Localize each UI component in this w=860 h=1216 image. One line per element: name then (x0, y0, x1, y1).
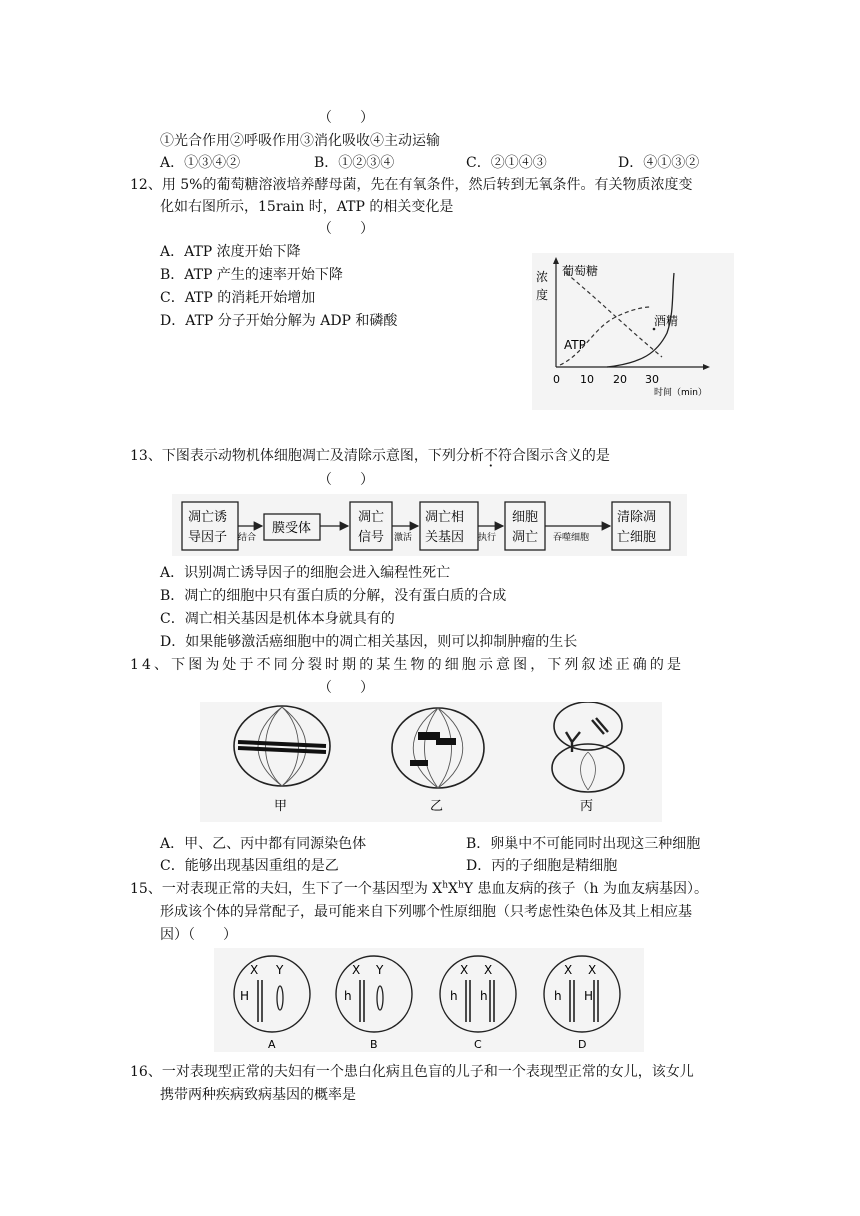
q16-stem-line1: 16、一对表现型正常的夫妇有一个患白化病且色盲的儿子和一个表现型正常的女儿，该女儿 (130, 1064, 694, 1080)
q13-option-a: A．识别凋亡诱导因子的细胞会进入编程性死亡 (160, 565, 451, 581)
q12-concentration-chart (532, 253, 734, 410)
tick-30: 30 (645, 373, 659, 386)
cell-yi (392, 708, 484, 814)
tick-0: 0 (553, 373, 560, 386)
svg-text:D: D (578, 1038, 587, 1051)
label-bing: 丙 (580, 799, 594, 814)
q14-answer-paren: （ ） (318, 680, 374, 696)
q11-answer-paren: （ ） (318, 110, 374, 126)
q15-sup1: h (442, 880, 449, 891)
atp-label: ATP (564, 338, 586, 352)
cell-b (336, 956, 412, 1051)
svg-text:h: h (480, 989, 488, 1003)
q13-stem-prefix: 13、下图表示动物机体细胞凋亡及清除示意图，下列分析 (130, 448, 484, 464)
q12-answer-paren: （ ） (318, 221, 374, 237)
svg-text:凋亡: 凋亡 (358, 510, 385, 525)
q15-stem-line1 (130, 879, 708, 899)
svg-text:A: A (268, 1038, 276, 1051)
q14-option-a: A．甲、乙、丙中都有同源染色体 (160, 836, 367, 852)
glucose-label: 葡萄糖 (562, 264, 599, 278)
q12-option-c: C．ATP 的消耗开始增加 (160, 290, 316, 306)
q13-flow-diagram (172, 494, 687, 556)
q15-germ-cell-diagram (214, 948, 644, 1052)
svg-text:信号: 信号 (358, 530, 385, 545)
q13-stem (130, 446, 610, 466)
q14-option-d: D．丙的子细胞是精细胞 (466, 858, 618, 874)
q13-stem-suffix: 符合图示含义的是 (497, 448, 610, 464)
q15-stem-line2: 形成该个体的异常配子，最可能来自下列哪个性原细胞（只考虑性染色体及其上相应基 (160, 904, 692, 920)
q13-option-c: C．凋亡相关基因是机体本身就具有的 (160, 611, 395, 627)
q12-stem-line2: 化如右图所示，15rain 时，ATP 的相关变化是 (160, 199, 454, 215)
alcohol-label: 酒精 (654, 314, 679, 328)
q14-option-b: B．卵巢中不可能同时出现这三种细胞 (466, 836, 701, 852)
q14-stem: 14、下图为处于不同分裂时期的某生物的细胞示意图，下列叙述正确的是 (130, 657, 685, 673)
q15-sup2: h (458, 880, 464, 891)
svg-text:凋亡相: 凋亡相 (425, 510, 465, 525)
q12-option-b: B．ATP 产生的速率开始下降 (160, 267, 343, 283)
svg-text:细胞: 细胞 (512, 510, 539, 525)
q15-line1-c: Y 患血友病的孩子（h 为血友病基因）。 (463, 881, 708, 897)
q13-option-d: D．如果能够激活癌细胞中的凋亡相关基因，则可以抑制肿瘤的生长 (160, 634, 578, 650)
svg-text:Y: Y (376, 963, 384, 977)
svg-text:导因子: 导因子 (188, 530, 228, 545)
svg-text:激活: 激活 (394, 533, 413, 543)
q15-stem-line3: 因）（ ） (160, 927, 237, 943)
y-label-top: 浓 (536, 270, 549, 284)
svg-text:凋亡诱: 凋亡诱 (188, 510, 228, 525)
q16-stem-line2: 携带两种疾病致病基因的概率是 (160, 1087, 356, 1103)
q11-option-b: B．①②③④ (314, 155, 395, 171)
q14-cell-diagram (200, 702, 662, 822)
svg-text:关基因: 关基因 (425, 530, 465, 545)
y-label-bottom: 度 (536, 288, 549, 302)
cell-a (234, 956, 310, 1051)
svg-text:B: B (370, 1038, 378, 1051)
svg-text:凋亡: 凋亡 (512, 530, 539, 545)
tick-10: 10 (580, 373, 594, 386)
q11-option-c: C．②①④③ (466, 155, 547, 171)
q12-option-a: A．ATP 浓度开始下降 (160, 244, 301, 260)
svg-text:X: X (460, 963, 469, 977)
svg-text:清除凋: 清除凋 (617, 510, 657, 525)
q12-stem-line1: 12、用 5%的葡萄糖溶液培养酵母菌，先在有氧条件，然后转到无氧条件。有关物质浓度变 (130, 177, 693, 193)
q11-option-a: A．①③④② (160, 155, 241, 171)
svg-text:结合: 结合 (238, 533, 257, 543)
cell-c (440, 956, 516, 1051)
svg-text:吞噬细胞: 吞噬细胞 (553, 533, 590, 543)
q11-option-d: D．④①③② (618, 155, 700, 171)
label-jia: 甲 (274, 799, 288, 814)
q11-items: ①光合作用②呼吸作用③消化吸收④主动运输 (160, 133, 440, 149)
svg-text:X: X (352, 963, 361, 977)
svg-text:亡细胞: 亡细胞 (617, 530, 657, 545)
x-label: 时间（min） (654, 388, 707, 398)
svg-text:执行: 执行 (478, 533, 497, 543)
svg-text:X: X (484, 963, 493, 977)
svg-text:C: C (474, 1038, 482, 1051)
q13-option-b: B．凋亡的细胞中只有蛋白质的分解，没有蛋白质的合成 (160, 588, 507, 604)
q14-option-c: C．能够出现基因重组的是乙 (160, 858, 339, 874)
svg-text:H: H (584, 989, 594, 1003)
cell-d (544, 956, 620, 1051)
svg-text:h: h (450, 989, 458, 1003)
cell-bing (552, 702, 624, 814)
svg-text:膜受体: 膜受体 (272, 521, 312, 536)
svg-text:X: X (588, 963, 597, 977)
svg-text:X: X (564, 963, 573, 977)
atp-curve (560, 307, 650, 365)
tick-20: 20 (613, 373, 627, 386)
svg-text:X: X (250, 963, 259, 977)
cell-jia (234, 706, 330, 814)
label-yi: 乙 (430, 799, 444, 814)
q13-answer-paren: （ ） (318, 472, 374, 488)
svg-text:H: H (240, 989, 250, 1003)
svg-text:Y: Y (276, 963, 284, 977)
q15-line1-a: 15、一对表现正常的夫妇，生下了一个基因型为 X (130, 881, 443, 897)
svg-text:h: h (554, 989, 562, 1003)
q15-line1-b: X (448, 881, 458, 897)
q13-stem-emphasis: 不 (483, 448, 498, 464)
q12-option-d: D．ATP 分子开始分解为 ADP 和磷酸 (160, 313, 398, 329)
svg-text:h: h (344, 989, 352, 1003)
